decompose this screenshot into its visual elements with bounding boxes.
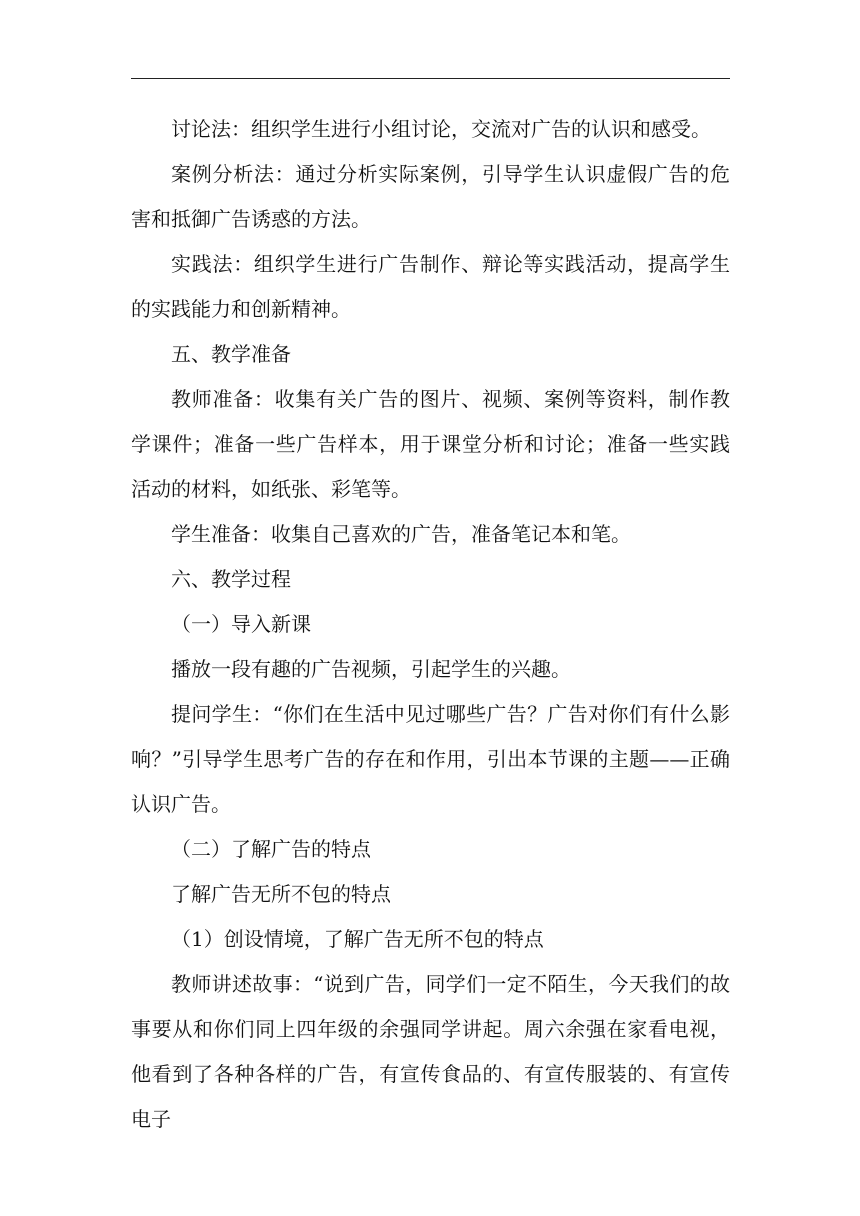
section-heading-teaching-preparation: 五、教学准备	[171, 342, 291, 366]
paragraph-student-preparation: 学生准备：收集自己喜欢的广告，准备笔记本和笔。	[171, 522, 631, 546]
subheading-create-scenario: （1）创设情境，了解广告无所不包的特点	[171, 927, 544, 951]
paragraph-discussion-method: 讨论法：组织学生进行小组讨论，交流对广告的认识和感受。	[171, 117, 711, 141]
header-rule	[131, 78, 730, 79]
paragraph-teacher-story: 教师讲述故事：“说到广告，同学们一定不陌生，今天我们的故事要从和你们同上四年级的余强同学讲起。周六余强在家看电视，他看到了各种各样的广告，有宣传食品的、有宣传服装的、有宣传电子	[131, 972, 730, 1131]
section-heading-teaching-process: 六、教学过程	[171, 567, 291, 591]
subheading-introduction: （一）导入新课	[171, 612, 311, 636]
paragraph-case-analysis-method: 案例分析法：通过分析实际案例，引导学生认识虚假广告的危害和抵御广告诱惑的方法。	[131, 162, 730, 231]
paragraph-practice-method: 实践法：组织学生进行广告制作、辩论等实践活动，提高学生的实践能力和创新精神。	[131, 252, 730, 321]
paragraph-teacher-preparation: 教师准备：收集有关广告的图片、视频、案例等资料，制作教学课件；准备一些广告样本，用于课堂分析和讨论；准备一些实践活动的材料，如纸张、彩笔等。	[131, 387, 730, 501]
document-body	[131, 107, 730, 1142]
subheading-ad-features: （二）了解广告的特点	[171, 837, 371, 861]
paragraph-ad-all-inclusive: 了解广告无所不包的特点	[171, 882, 391, 906]
paragraph-ask-students: 提问学生：“你们在生活中见过哪些广告？广告对你们有什么影响？”引导学生思考广告的存在和作用，引出本节课的主题——正确认识广告。	[131, 702, 730, 816]
paragraph-play-video: 播放一段有趣的广告视频，引起学生的兴趣。	[171, 657, 571, 681]
